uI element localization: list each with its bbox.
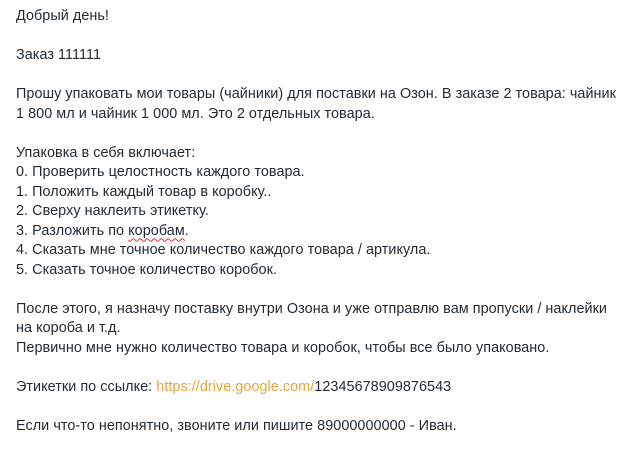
spacer — [16, 397, 628, 417]
packing-step-2: 2. Сверху наклеить этикетку. — [16, 203, 209, 219]
spacer — [16, 27, 628, 47]
labels-prefix: Этикетки по ссылке: — [16, 378, 157, 395]
spacer — [16, 280, 628, 300]
message-body — [16, 0, 628, 436]
packing-heading: Упаковка в себя включает: — [16, 144, 196, 161]
drive-link[interactable]: https://drive.google.com/ — [156, 378, 315, 395]
packing-step-0: 0. Проверить целостность каждого товара. — [16, 164, 305, 180]
order-number-text: Заказ 111111 — [16, 47, 102, 63]
spacer — [16, 358, 628, 378]
packing-step-3 — [16, 222, 628, 242]
spacer — [16, 66, 628, 86]
after-text-line-1: После этого, я назначу поставку внутри Озона и уже отправлю вам пропуски / наклейки — [16, 300, 608, 317]
greeting-text: Добрый день! — [16, 8, 109, 24]
request-text-line-1: Прошу упаковать мои товары (чайники) для поставки на Озон. В заказе 2 товара: чайник — [16, 86, 616, 102]
packing-step-3-suffix: . — [184, 222, 189, 239]
labels-line — [16, 378, 628, 398]
spacer — [16, 124, 628, 144]
packing-step-3-prefix: 3. Разложить по — [16, 222, 129, 239]
labels-suffix: 12345678909876543 — [314, 378, 452, 395]
spellcheck-misspelled-word[interactable]: коробам — [128, 222, 185, 239]
contact-text: Если что-то непонятно, звоните или пишите 89000000000 - Иван. — [16, 417, 457, 434]
packing-step-1: 1. Положить каждый товар в коробку.. — [16, 183, 272, 200]
after-text-line-3: Первично мне нужно количество товара и коробок, чтобы все было упаковано. — [16, 339, 550, 356]
request-text-line-2: 1 800 мл и чайник 1 000 мл. Это 2 отдельных товара. — [16, 105, 375, 122]
packing-step-4: 4. Сказать мне точное количество каждого товара / артикула. — [16, 242, 431, 258]
packing-step-5: 5. Сказать точное количество коробок. — [16, 261, 277, 278]
after-text-line-2: на короба и т.д. — [16, 320, 121, 336]
